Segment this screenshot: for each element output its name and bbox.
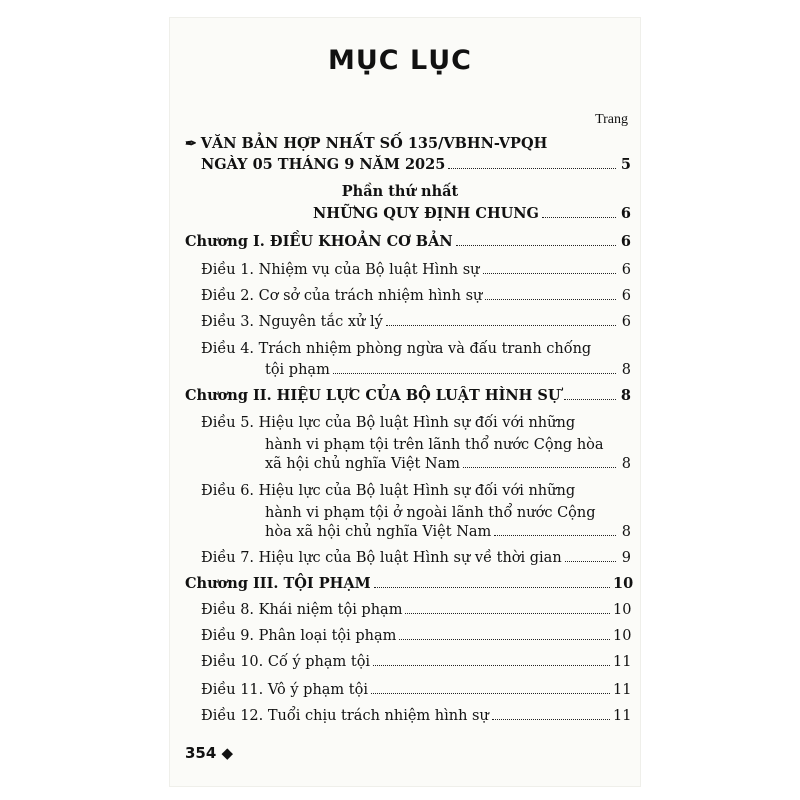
- toc-entry: Điều 3. Nguyên tắc xử lý 6: [201, 314, 631, 330]
- toc-entry-line3: xã hội chủ nghĩa Việt Nam 8: [265, 456, 631, 472]
- page-title: MỤC LỤC: [328, 45, 472, 76]
- toc-entry: Điều 10. Cố ý phạm tội 11: [201, 654, 632, 670]
- toc-entry-line1: Điều 6. Hiệu lực của Bộ luật Hình sự đối với những: [201, 483, 576, 499]
- page-number: 5: [620, 156, 631, 173]
- doc-heading-line2: NGÀY 05 THÁNG 9 NĂM 2025 5: [201, 156, 631, 173]
- toc-entry-line2: hành vi phạm tội ở ngoài lãnh thổ nước Cộng: [265, 505, 596, 521]
- toc-entry: Điều 1. Nhiệm vụ của Bộ luật Hình sự 6: [201, 262, 631, 278]
- page-column-label: Trang: [595, 112, 628, 127]
- toc-entry-line3: hòa xã hội chủ nghĩa Việt Nam 8: [265, 524, 631, 540]
- chapter-3-title: Chương III. TỘI PHẠM 10: [185, 575, 634, 592]
- page-folio: 354 ◆: [185, 744, 234, 762]
- toc-entry-line2: tội phạm 8: [265, 362, 631, 378]
- toc-entry-line2: hành vi phạm tội trên lãnh thổ nước Cộng hòa: [265, 437, 604, 453]
- chapter-1-title: Chương I. ĐIỀU KHOẢN CƠ BẢN 6: [185, 233, 631, 250]
- doc-heading-line1: ✒ VĂN BẢN HỢP NHẤT SỐ 135/VBHN-VPQH: [185, 133, 547, 155]
- toc-entry: Điều 8. Khái niệm tội phạm 10: [201, 602, 632, 618]
- toc-entry: Điều 9. Phân loại tội phạm 10: [201, 628, 632, 644]
- toc-entry: Điều 2. Cơ sở của trách nhiệm hình sự 6: [201, 288, 631, 304]
- part-name: NHỮNG QUY ĐỊNH CHUNG 6: [313, 205, 631, 222]
- toc-entry-line1: Điều 5. Hiệu lực của Bộ luật Hình sự đối với những: [201, 415, 576, 431]
- toc-entry: Điều 11. Vô ý phạm tội 11: [201, 682, 632, 698]
- chapter-2-title: Chương II. HIỆU LỰC CỦA BỘ LUẬT HÌNH SỰ 8: [185, 387, 631, 404]
- toc-entry-line1: Điều 4. Trách nhiệm phòng ngừa và đấu tranh chống: [201, 341, 592, 357]
- toc-entry: Điều 12. Tuổi chịu trách nhiệm hình sự 11: [201, 708, 632, 724]
- toc-entry: Điều 7. Hiệu lực của Bộ luật Hình sự về thời gian 9: [201, 550, 631, 566]
- part-label: Phần thứ nhất: [341, 183, 459, 200]
- feather-icon: ✒: [185, 136, 197, 152]
